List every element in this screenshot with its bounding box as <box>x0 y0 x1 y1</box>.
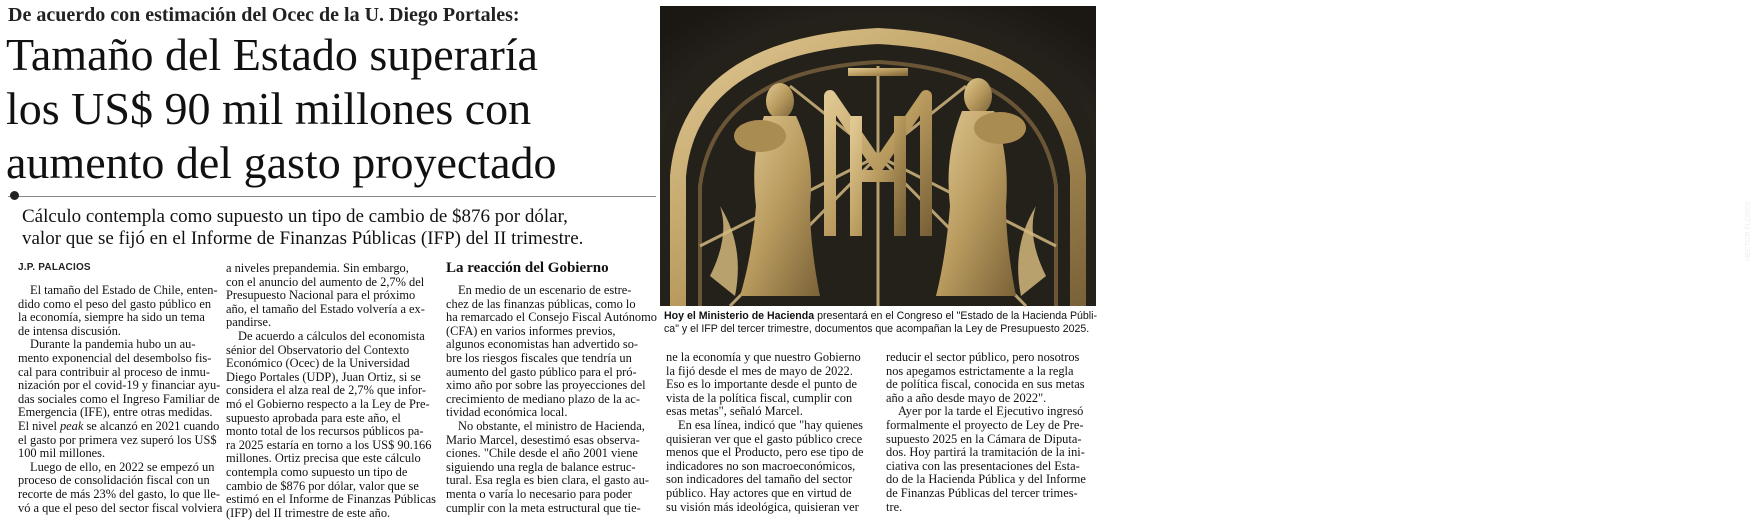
text-line: dido como el peso del gasto público en <box>18 296 212 311</box>
text-line: con el anuncio del aumento de 2,7% del <box>226 274 425 289</box>
text-line: (IFP) del II trimestre de este año. <box>226 505 391 520</box>
text-line: ximo año por sobre las proyecciones del <box>446 378 646 393</box>
text-line: de Finanzas Públicas del tercer trimes- <box>886 485 1078 500</box>
bullet-icon <box>10 191 19 200</box>
text-line: pandirse. <box>226 315 272 330</box>
byline: J.P. PALACIOS <box>18 262 91 273</box>
text-line: supuesto aprobada para este año, el <box>226 410 401 425</box>
text-line: son indicadores del tamaño del sector <box>666 472 853 487</box>
photo-credit: HÉCTOR FLORES <box>1745 201 1752 261</box>
text-line: menta o varía lo necesario para poder <box>446 486 632 501</box>
text-line: Luego de ello, en 2022 se empezó un <box>30 459 215 474</box>
text-line: la economía, siempre ha sido un tema <box>18 310 205 325</box>
text-line: aumento del gasto público para el pró- <box>446 364 637 379</box>
text-line <box>18 420 218 434</box>
text-line: mó el Gobierno respecto a la Ley de Pre- <box>226 396 430 411</box>
text-line: ciones. "Chile desde el año 2001 viene <box>446 446 638 461</box>
text-line: ne la economía y que nuestro Gobierno <box>666 350 861 364</box>
article-column-5 <box>886 351 1094 514</box>
text-line: monto total de los recursos públicos pa- <box>226 424 424 439</box>
text-line: tividad económica local. <box>446 405 568 420</box>
text-line: ciativa con las presentaciones del Esta- <box>886 458 1080 473</box>
kicker: De acuerdo con estimación del Ocec de la U. Diego Portales: <box>8 4 520 26</box>
text-line: (CFA) en varios informes previos, <box>446 323 616 338</box>
text-line: tre. <box>886 499 903 514</box>
text-line: vó a que el peso del sector fiscal volviera <box>18 500 223 515</box>
article-column-2 <box>226 262 434 520</box>
text-line: su visión más ideológica, quisieran ver <box>666 499 859 514</box>
text-line: la fijó desde el mes de mayo de 2022. <box>666 363 853 378</box>
text-line: el gasto por primera vez superó los US$ <box>18 432 217 447</box>
article-column-1 <box>18 283 223 515</box>
headline <box>6 28 656 190</box>
text-line: formalmente el proyecto de Ley de Pre- <box>886 417 1084 432</box>
text-line: dos. Hoy partirá la tramitación de la ini- <box>886 445 1085 460</box>
italic-word: peak <box>59 418 84 433</box>
text-line: cumplir con la meta estructural que tie- <box>446 500 641 515</box>
text-line: Mario Marcel, desestimó esas observa- <box>446 432 640 447</box>
text-line: mento exponencial del desembolso fis- <box>18 350 212 365</box>
photo-caption <box>664 310 1098 336</box>
text-line: millones. Ortiz precisa que este cálculo <box>226 451 421 466</box>
caption-text: presentará en el Congreso el "Estado de la Hacienda Públi- <box>814 310 1098 322</box>
caption-line <box>664 310 1098 323</box>
section-title: La reacción del Gobierno <box>446 260 609 276</box>
text-line: contempla como supuesto un tipo de <box>226 464 408 479</box>
headline-line: aumento del gasto proyectado <box>6 137 557 188</box>
text-line: público. Hay actores que en virtud de <box>666 485 852 500</box>
text-line: Emergencia (IFE), entre otras medidas. <box>18 405 213 420</box>
text-line: reducir el sector público, pero nosotros <box>886 350 1080 364</box>
text-line: indicadores no son macroeconómicos, <box>666 458 856 473</box>
text-line: vista de la política fiscal, cumplir con <box>666 390 853 405</box>
text-line: Diego Portales (UDP), Juan Ortiz, si se <box>226 369 421 384</box>
text-line: ra 2025 estaría en torno a los US$ 90.166 <box>226 437 432 452</box>
text-line: año a año desde mayo de 2022". <box>886 390 1047 405</box>
text-line: supuesto 2025 en la Cámara de Diputa- <box>886 431 1082 446</box>
text-line: bre los riesgos fiscales que tendría un <box>446 350 632 365</box>
text-line: No obstante, el ministro de Hacienda, <box>458 418 645 433</box>
text-line: ha remarcado el Consejo Fiscal Autónomo <box>446 310 657 325</box>
text-line: Presupuesto Nacional para el próximo <box>226 288 416 303</box>
ministry-arch-relief-image <box>660 6 1096 306</box>
text-line: Durante la pandemia hubo un au- <box>30 337 196 352</box>
text-line: das sociales como el Ingreso Familiar de <box>18 391 220 406</box>
text-line: tural. Esa regla es bien clara, el gasto au- <box>446 473 649 488</box>
text-fragment: El nivel <box>18 418 60 433</box>
text-line: a niveles prepandemia. Sin embargo, <box>226 261 409 275</box>
text-line: En medio de un escenario de estre- <box>458 283 632 297</box>
subheadline <box>22 206 662 250</box>
text-line: estimó en el Informe de Finanzas Públicas <box>226 492 436 507</box>
caption-line: ca" y el IFP del tercer trimestre, documentos que acompañan la Ley de Presupuesto 2025. <box>664 323 1090 335</box>
text-line: chez de las finanzas públicas, como lo <box>446 296 636 311</box>
text-line: de intensa discusión. <box>18 323 121 338</box>
text-line: proceso de consolidación fiscal con un <box>18 473 210 488</box>
text-line: nos apegamos estrictamente a la regla <box>886 363 1074 378</box>
text-line: Económico (Ocec) de la Universidad <box>226 356 410 371</box>
article-column-4 <box>666 351 874 514</box>
text-line: algunos economistas han advertido so- <box>446 337 639 352</box>
text-line: quisieran ver que el gasto público crece <box>666 431 863 446</box>
text-line: 100 mil millones. <box>18 446 106 461</box>
text-line: siguiendo una regla de balance estruc- <box>446 459 636 474</box>
subhead-line: valor que se fijó en el Informe de Finanzas Públicas (IFP) del II trimestre. <box>22 228 584 249</box>
text-line: De acuerdo a cálculos del economista <box>238 328 425 343</box>
text-line: nización por el covid-19 y financiar ayu- <box>18 378 221 393</box>
text-line: Ayer por la tarde el Ejecutivo ingresó <box>898 404 1084 419</box>
text-line: menos que el Producto, pero ese tipo de <box>666 445 864 460</box>
text-line: Eso es lo importante desde el punto de <box>666 377 857 392</box>
text-line: cal para contribuir al proceso de inmu- <box>18 364 210 379</box>
headline-line: Tamaño del Estado superaría <box>6 29 538 80</box>
headline-line: los US$ 90 mil millones con <box>6 83 532 134</box>
text-line: cambio de $876 por dólar, valor que se <box>226 478 419 493</box>
text-line: de política fiscal, conocida en sus metas <box>886 377 1085 392</box>
text-line: El tamaño del Estado de Chile, enten- <box>30 283 218 297</box>
caption-bold: Hoy el Ministerio de Hacienda <box>664 310 815 322</box>
text-line: considera el alza real de 2,7% que infor- <box>226 383 426 398</box>
article-photo <box>660 6 1752 306</box>
subhead-line: Cálculo contempla como supuesto un tipo de cambio de $876 por dólar, <box>22 206 568 227</box>
text-line: sénior del Observatorio del Contexto <box>226 342 410 357</box>
article-column-3 <box>446 283 657 515</box>
text-line: do de la Hacienda Pública y del Informe <box>886 472 1086 487</box>
text-line: recorte de más 23% del gasto, lo que lle- <box>18 486 220 501</box>
text-line: En esa línea, indicó que "hay quienes <box>678 417 864 432</box>
text-line: crecimiento de mediano plazo de la ac- <box>446 391 641 406</box>
text-fragment: se alcanzó en 2021 cuando <box>83 418 220 433</box>
text-line: año, el tamaño del Estado volvería a ex- <box>226 301 425 316</box>
divider <box>8 196 656 197</box>
text-line: esas metas", señaló Marcel. <box>666 404 803 419</box>
